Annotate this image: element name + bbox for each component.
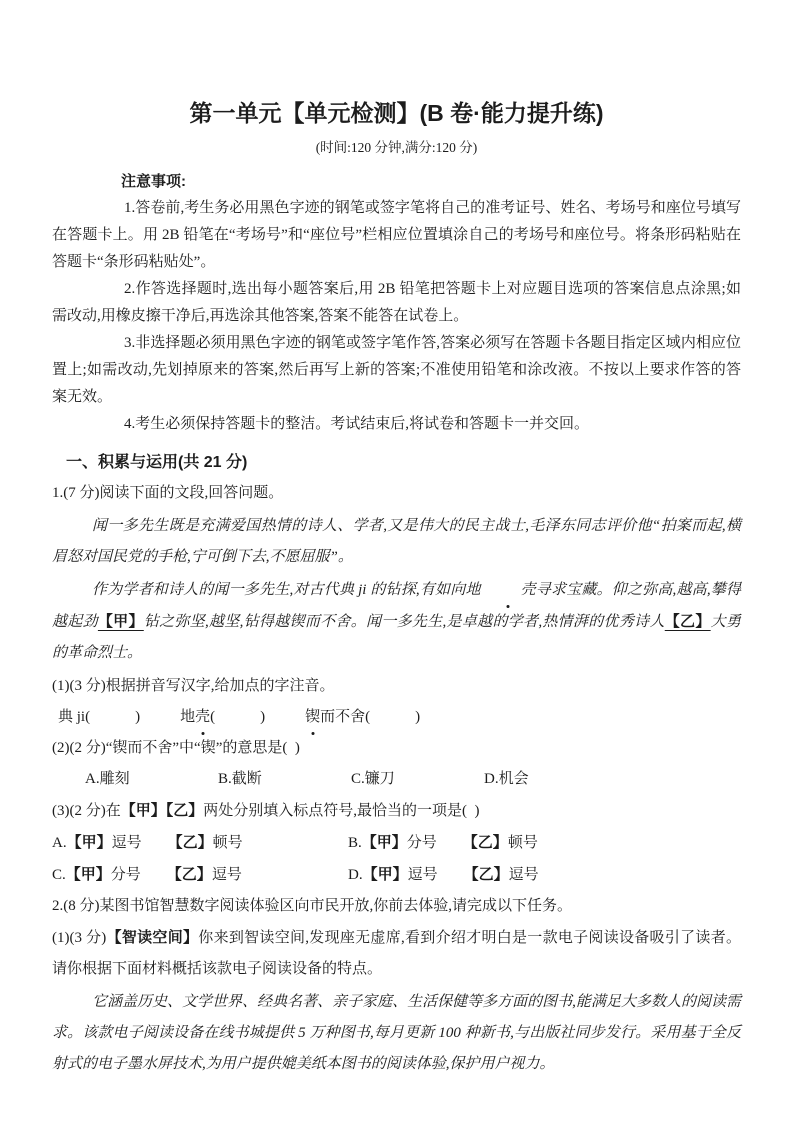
tag-zhidu-kongjian: 【智读空间】 — [106, 929, 199, 946]
marker-yi: 【乙】 — [167, 834, 213, 851]
option-c — [52, 859, 348, 891]
question-1-2-options — [85, 764, 741, 795]
notice-heading: 注意事项: — [121, 173, 186, 190]
marker-jia: 【甲】 — [120, 802, 166, 819]
option-d: D.机会 — [484, 771, 529, 787]
option-a: A.雕刻 — [85, 771, 130, 787]
question-1-passage-1: 闻一多先生既是充满爱国热情的诗人、学者,又是伟大的民主战士,毛泽东同志评价他“拍案而起,横眉怒对国民党的手枪,宁可倒下去,不愿屈服”。 — [52, 518, 741, 565]
notice-item-3: 3.非选择题必须用黑色字迹的钢笔或签字笔作答,答案必须写在答题卡各题目指定区域内相应位置上;如需改动,先划掉原来的答案,然后再写上新的答案;不准使用铅笔和涂改液。不按以上要求作答的答案无效。 — [52, 335, 741, 405]
notice-item-4: 4.考生必须保持答题卡的整洁。考试结束后,将试卷和答题卡一并交回。 — [124, 416, 590, 432]
option-text: 逗号 — [508, 867, 539, 883]
dotted-char-qiao: 壳 — [481, 575, 536, 606]
marker-jia: 【甲】 — [65, 866, 111, 883]
option-lead: B. — [348, 835, 362, 851]
question-2-passage: 它涵盖历史、文学世界、经典名著、亲子家庭、生活保健等多方面的图书,能满足大多数人的阅读需求。该款电子阅读设备在线书城提供 5 万种图书,每月更新 100 种新书,与出版社同步发行。采用基于全反射式的电子墨水屏技术,为用户提供媲美纸本图书的阅读体验,保护用户视力。 — [52, 994, 741, 1072]
option-text: 顿号 — [507, 835, 538, 851]
passage-text: 寻求宝藏。仰之弥高,越高,攀得越起劲 — [52, 582, 741, 630]
stem-text: (3)(2 分)在 — [52, 803, 121, 819]
pinyin-item-text: 而不舍 — [320, 709, 366, 725]
question-2-stem: 2.(8 分)某图书馆智慧数字阅读体验区向市民开放,你前去体验,请完成以下任务。 — [52, 898, 572, 914]
option-text: 逗号 — [211, 867, 242, 883]
exam-time-score: (时间:120 分钟,满分:120 分) — [315, 140, 478, 155]
passage-text: 作为学者和诗人的闻一多先生,对古代典 ji 的钻探,有如向地 — [92, 582, 481, 598]
marker-yi: 【乙】 — [165, 802, 204, 819]
dotted-char-qiao: 壳 — [195, 702, 210, 733]
marker-jia: 【甲】 — [362, 866, 408, 883]
option-b — [348, 827, 741, 859]
marker-jia: 【甲】 — [361, 834, 407, 851]
marker-yi: 【乙】 — [166, 866, 212, 883]
marker-jia: 【甲】 — [66, 834, 112, 851]
stem-text: (1)(3 分) — [52, 930, 107, 946]
marker-yi: 【乙】 — [462, 834, 508, 851]
passage-text: 大勇的革命烈士。 — [52, 614, 741, 661]
option-lead: D. — [348, 867, 363, 883]
stem-text: 你来到智读空间,发现座无虚席,看到介绍才明白是一款电子阅读设备吸引了读者。请你根据下面材料概括该款电子阅读设备的特点。 — [52, 930, 741, 977]
option-d — [348, 859, 741, 891]
option-c: C.镰刀 — [351, 771, 395, 787]
answer-blank: ( ) — [365, 709, 421, 725]
pinyin-item-text: 地 — [180, 709, 196, 725]
pinyin-item-qieerbushe — [305, 702, 420, 733]
answer-blank: ( ) — [210, 709, 266, 725]
passage-text: 钻之弥坚,越坚,钻得越锲而不舍。闻一多先生,是卓越的学者,热情湃的优秀诗人 — [143, 614, 665, 630]
option-lead: C. — [52, 867, 66, 883]
answer-blank: ( ) — [85, 709, 141, 725]
question-1-3-options — [52, 827, 741, 891]
pinyin-item-text: 典 ji — [58, 709, 86, 725]
question-1-passage-2 — [52, 575, 741, 669]
marker-yi: 【乙】 — [463, 866, 509, 883]
pinyin-item-diqiao — [180, 702, 265, 733]
page-title: 第一单元【单元检测】(B 卷·能力提升练) — [189, 100, 604, 126]
option-text: 分号 — [110, 867, 141, 883]
question-2-1-stem — [52, 922, 741, 985]
stem-text: 两处分别填入标点符号,最恰当的一项是( ) — [203, 803, 480, 819]
question-1-stem: 1.(7 分)阅读下面的文段,回答问题。 — [52, 485, 284, 501]
notice-item-2: 2.作答选择题时,选出每小题答案后,用 2B 铅笔把答题卡上对应题目选项的答案信息点涂黑;如需改动,用橡皮擦干净后,再选涂其他答案,答案不能答在试卷上。 — [52, 281, 741, 324]
question-1-1-stem: (1)(3 分)根据拼音写汉字,给加点的字注音。 — [52, 678, 335, 694]
option-a — [52, 827, 348, 859]
option-text: 分号 — [406, 835, 437, 851]
option-text: 逗号 — [111, 835, 142, 851]
marker-jia: 【甲】 — [97, 613, 144, 630]
section-heading: 一、积累与运用(共 21 分) — [66, 454, 248, 471]
marker-yi: 【乙】 — [664, 613, 711, 630]
question-1-3-stem — [52, 795, 741, 827]
option-text: 顿号 — [212, 835, 243, 851]
question-1-2-stem: (2)(2 分)“锲而不舍”中“锲”的意思是( ) — [52, 740, 300, 756]
pinyin-item-dianji — [58, 702, 140, 733]
pinyin-annotation-row — [58, 702, 741, 733]
notice-item-1: 1.答卷前,考生务必用黑色字迹的钢笔或签字笔将自己的准考证号、姓名、考场号和座位号填写在答题卡上。用 2B 铅笔在“考场号”和“座位号”栏相应位置填涂自己的考场号和座位号。将条形码粘贴在答题卡“条形码粘贴处”。 — [52, 200, 741, 270]
option-b: B.截断 — [218, 771, 262, 787]
option-text: 逗号 — [407, 867, 438, 883]
dotted-char-qie: 锲 — [305, 702, 320, 733]
option-lead: A. — [52, 835, 67, 851]
